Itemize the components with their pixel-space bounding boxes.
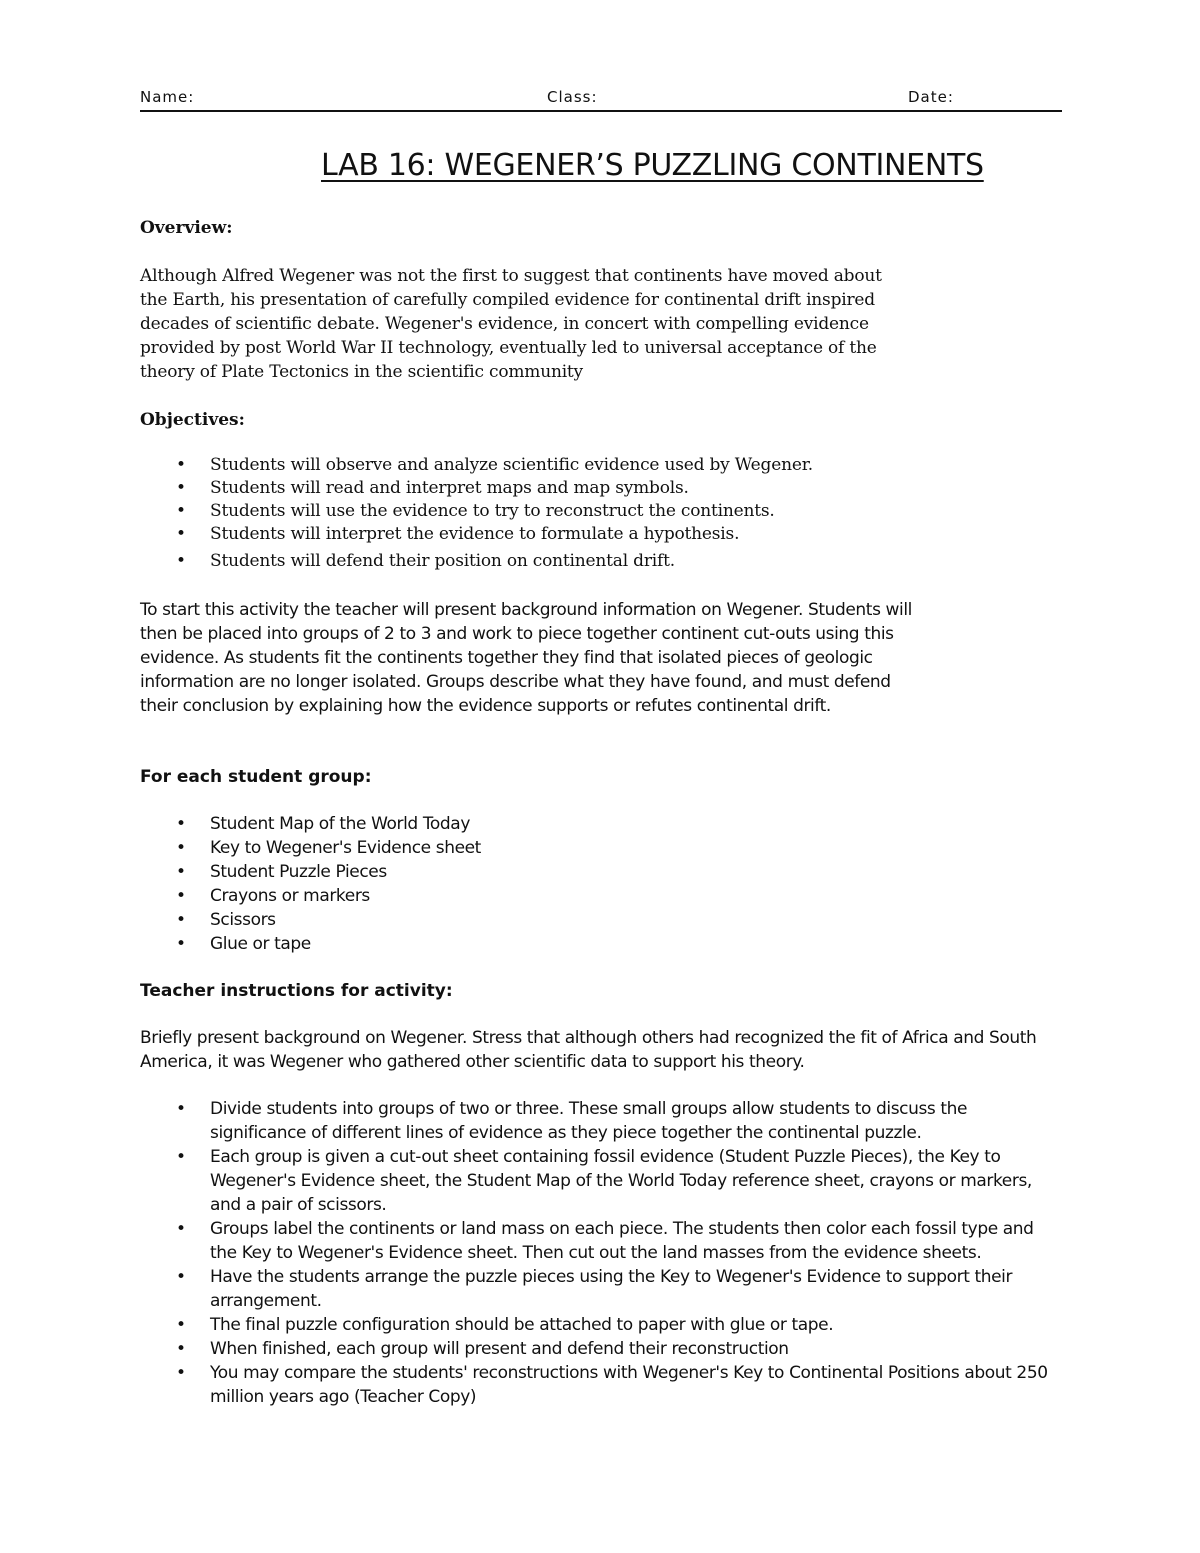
instruction-item: • The final puzzle configuration should be attached to paper with glue or tape.: [140, 1313, 1062, 1337]
materials-heading: For each student group:: [140, 767, 372, 787]
instruction-item: • Each group is given a cut-out sheet containing fossil evidence (Student Puzzle Pieces), the Key to Wegener's Evidence sheet, the Student Map of the World Today reference sheet, crayons or markers, and a pair of scissors.: [140, 1145, 1062, 1217]
class-label: Class:: [547, 88, 598, 106]
objective-item: • Students will observe and analyze scientific evidence used by Wegener.: [140, 453, 1062, 477]
intro-text: To start this activity the teacher will present background information on Wegener. Students will then be placed into groups of 2 to 3 and work to piece together continent cut-outs using this evidence. As students fit the continents together they find that isolated pieces of geologic information are no longer isolated. Groups describe what they have found, and must defend their conclusion by explaining how the evidence supports or refutes continental drift.: [140, 600, 913, 716]
objective-item: • Students will defend their position on continental drift.: [140, 549, 1062, 573]
objective-item: • Students will interpret the evidence to formulate a hypothesis.: [140, 522, 1062, 546]
material-item: • Glue or tape: [140, 932, 1062, 956]
objectives-list: [140, 453, 1062, 573]
document-page: [140, 0, 1062, 1553]
material-item: • Student Puzzle Pieces: [140, 860, 1062, 884]
name-label: Name:: [140, 88, 195, 106]
material-item: • Key to Wegener's Evidence sheet: [140, 836, 1062, 860]
instruction-item: • Divide students into groups of two or three. These small groups allow students to discuss the significance of different lines of evidence as they piece together the continental puzzle.: [140, 1097, 1062, 1145]
teacher-heading: Teacher instructions for activity:: [140, 981, 453, 1001]
objectives-heading: Objectives:: [140, 410, 245, 430]
instruction-item: • Have the students arrange the puzzle pieces using the Key to Wegener's Evidence to support their arrangement.: [140, 1265, 1062, 1313]
instruction-item: • You may compare the students' reconstructions with Wegener's Key to Continental Positions about 250 million years ago (Teacher Copy): [140, 1361, 1062, 1409]
header-fields: [140, 86, 1062, 112]
instruction-item: • When finished, each group will present and defend their reconstruction: [140, 1337, 1062, 1361]
overview-text: Although Alfred Wegener was not the first to suggest that continents have moved about the Earth, his presentation of carefully compiled evidence for continental drift inspired decades of scientific debate. Wegener's evidence, in concert with compelling evidence provided by post World War II technology, eventually led to universal acceptance of the theory of Plate Tectonics in the scientific community: [140, 266, 882, 382]
instruction-item: • Groups label the continents or land mass on each piece. The students then color each fossil type and the Key to Wegener's Evidence sheet. Then cut out the land masses from the evidence sheets.: [140, 1217, 1062, 1265]
teacher-intro-text: Briefly present background on Wegener. Stress that although others had recognized the fit of Africa and South America, it was Wegener who gathered other scientific data to support his theory.: [140, 1028, 1037, 1072]
date-label: Date:: [908, 88, 954, 106]
materials-list: [140, 812, 1062, 956]
material-item: • Crayons or markers: [140, 884, 1062, 908]
overview-heading: Overview:: [140, 218, 233, 238]
page-title: LAB 16: WEGENER’S PUZZLING CONTINENTS: [321, 148, 984, 183]
material-item: • Student Map of the World Today: [140, 812, 1062, 836]
teacher-instructions-list: [140, 1097, 1062, 1409]
objective-item: • Students will read and interpret maps and map symbols.: [140, 476, 1062, 500]
objective-item: • Students will use the evidence to try to reconstruct the continents.: [140, 499, 1062, 523]
material-item: • Scissors: [140, 908, 1062, 932]
